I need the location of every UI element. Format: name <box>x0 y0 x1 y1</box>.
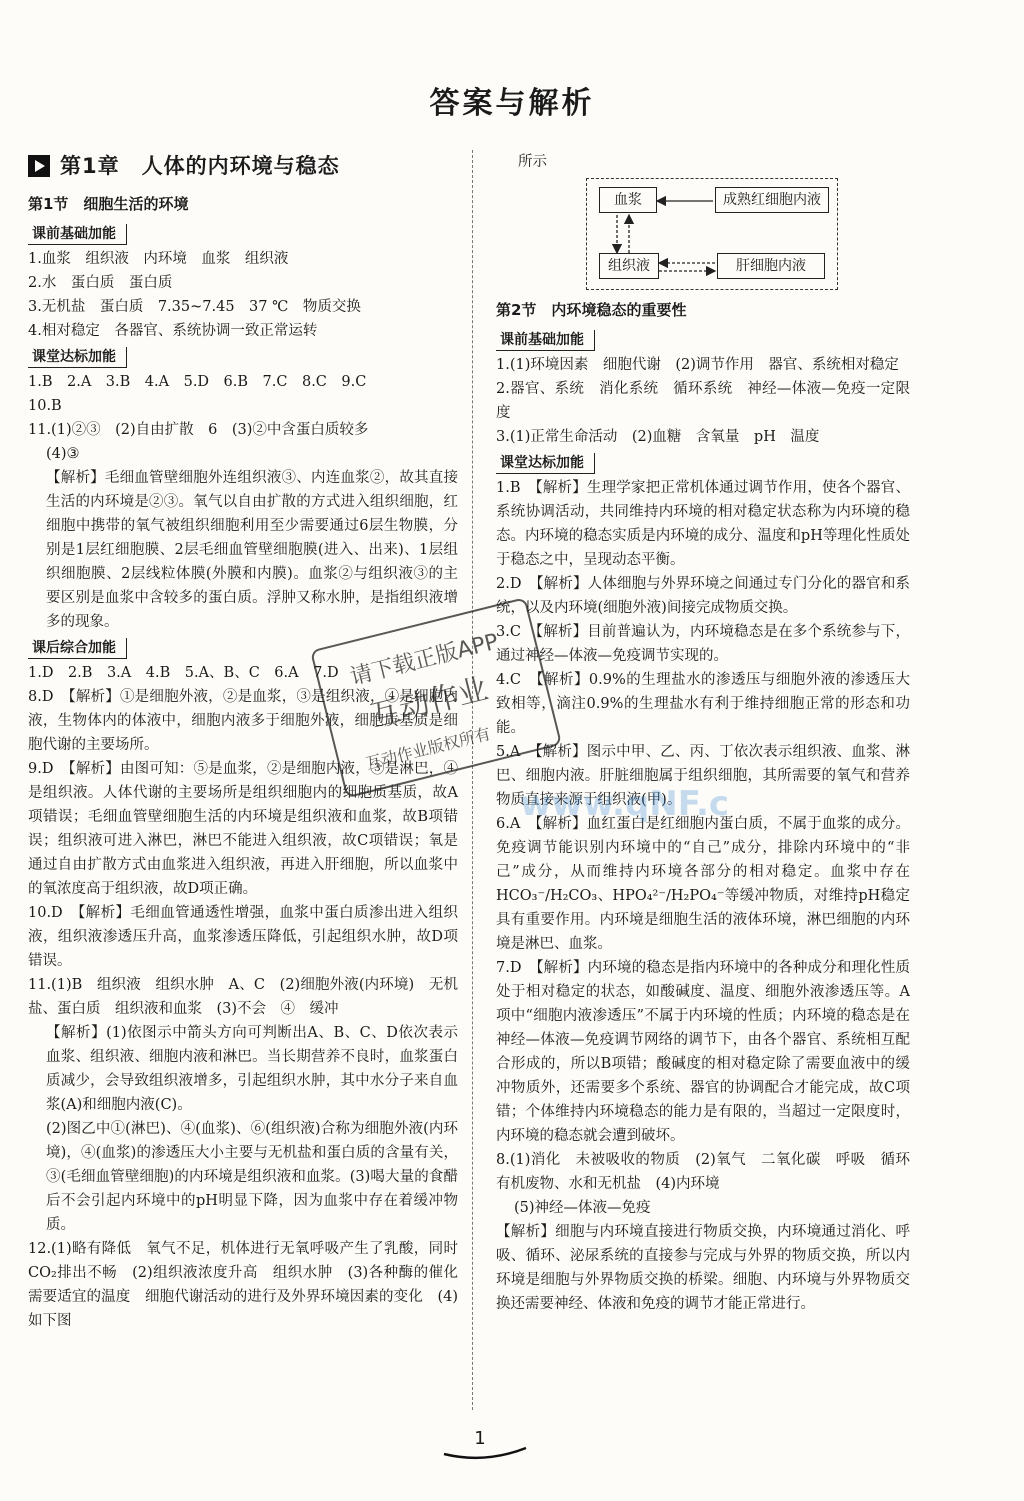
explanation: 【解析】毛细血管壁细胞外连组织液③、内连血浆②，故其直接生活的内环境是②③。氧气以自由扩散的方式进入组织细胞，红细胞中携带的氧气被组织细胞利用至少需要通过6层生物膜，分别是1层红细胞膜、2层毛细血管壁细胞膜(进入、出来)、1层组织细胞膜、2层线粒体膜(外膜和内膜)。血浆②与组织液③的主要区别是血浆中含较多的蛋白质。浮肿又称水肿，是指组织液增多的现象。 <box>46 470 458 630</box>
stamp-line-3: 互动作业版权所有 <box>363 723 493 774</box>
answer-line: 3.C 【解析】目前普遍认为，内环境稳态是在多个系统参与下，通过神经—体液—免疫调节实现的。 <box>496 624 910 664</box>
answer-line: 10.D 【解析】毛细血管通透性增强，血浆中蛋白质渗出进入组织液，组织液渗透压升高，血浆渗透压降低，引起组织水肿，故D项错误。 <box>28 905 458 969</box>
watermark-stamp <box>310 585 730 839</box>
section-title-1: 第1节 细胞生活的环境 <box>28 195 189 213</box>
answer-line: (5)神经—体液—免疫 <box>514 1200 651 1216</box>
chapter-heading <box>28 154 458 178</box>
tag-in-class-2: 课堂达标加能 <box>496 453 595 474</box>
answer-line: 3.无机盐 蛋白质 7.35~7.45 37 ℃ 物质交换 <box>28 299 361 315</box>
answer-line: 6.A 【解析】血红蛋白是红细胞内蛋白质，不属于血浆的成分。免疫调节能识别内环境中的“自己”成分，排除内环境中的“非己”成分，从而维持内环境各部分的相对稳定。血浆中存在HCO₃⁻/H₂CO₃、HPO₄²⁻/H₂PO₄⁻等缓冲物质，对维持pH稳定具有重要作用。内环境是细胞生活的液体环境，淋巴细胞的内环境是淋巴、血浆。 <box>496 816 910 952</box>
answer-line: (4)③ <box>46 446 80 462</box>
answer-line: 1.(1)环境因素 细胞代谢 (2)调节作用 器官、系统相对稳定 <box>496 357 899 373</box>
box-liver-fluid: 肝细胞内液 <box>717 253 825 279</box>
answer-line: 2.水 蛋白质 蛋白质 <box>28 275 173 291</box>
page-title: 答案与解析 <box>429 86 595 121</box>
answer-line: 11.(1)②③ (2)自由扩散 6 (3)②中含蛋白质较多 <box>28 422 369 438</box>
answer-line: 1.血浆 组织液 内环境 血浆 组织液 <box>28 251 289 267</box>
explanation: 【解析】(1)依图示中箭头方向可判断出A、B、C、D依次表示血浆、组织液、细胞内液和淋巴。当长期营养不良时，血浆蛋白质减少，会导致组织液增多，引起组织水肿，其中水分子来自血浆(A)和细胞内液(C)。 <box>46 1025 458 1113</box>
answer-line: 12.(1)略有降低 氧气不足，机体进行无氧呼吸产生了乳酸，同时CO₂排出不畅 (2)组织液浓度升高 组织水肿 (3)各种酶的催化需要适宜的温度 细胞代谢活动的进行及外界环境因素的变化 (4)如下图 <box>28 1241 458 1329</box>
answer-line: 11.(1)B 组织液 组织水肿 A、C (2)细胞外液(内环境) 无机盐、蛋白质 组织液和血浆 (3)不会 ④ 缓冲 <box>28 977 458 1017</box>
play-icon <box>28 155 50 177</box>
tag-in-class: 课堂达标加能 <box>28 347 127 368</box>
continuation-text: 所示 <box>518 154 547 170</box>
tag-pre-class: 课前基础加能 <box>28 224 127 245</box>
answer-line: 3.(1)正常生命活动 (2)血糖 含氧量 pH 温度 <box>496 429 820 445</box>
stamp-line-1: 请下载正版APP <box>347 629 501 691</box>
answer-line: 10.B <box>28 398 62 414</box>
box-plasma: 血浆 <box>599 187 657 213</box>
fluid-diagram <box>586 178 838 290</box>
explanation: 【解析】细胞与内环境直接进行物质交换，内环境通过消化、呼吸、循环、泌尿系统的直接参与完成与外界的物质交换，所以内环境是细胞与外界物质交换的桥梁。细胞、内环境与外界物质交换还需要神经、体液和免疫的调节才能正常进行。 <box>496 1224 910 1312</box>
watermark-url: www.qNF.c <box>520 784 730 824</box>
stamp-line-2: 互动作业 <box>366 671 492 735</box>
answer-line: 7.D 【解析】内环境的稳态是指内环境中的各种成分和理化性质处于相对稳定的状态，如酸碱度、温度、细胞外液渗透压等。A项中“细胞内液渗透压”不属于内环境的性质；内环境的稳态是在神经—体液—免疫调节网络的调节下，由各个器官、系统相互配合形成的，所以B项错；酸碱度的相对稳定除了需要血液中的缓冲物质外，还需要多个系统、器官的协调配合才能完成，故C项错；个体维持内环境稳态的能力是有限的，当超过一定限度时，内环境的稳态就会遭到破坏。 <box>496 960 910 1144</box>
tag-pre-class-2: 课前基础加能 <box>496 330 595 351</box>
answer-line: 4.C 【解析】0.9%的生理盐水的渗透压与细胞外液的渗透压大致相等，滴注0.9%的生理盐水有利于维持细胞正常的形态和功能。 <box>496 672 910 736</box>
explanation: (2)图乙中①(淋巴)、④(血浆)、⑥(组织液)合称为细胞外液(内环境)，④(血浆)的渗透压大小主要与无机盐和蛋白质的含量有关，③(毛细血管壁细胞)的内环境是组织液和血浆。(3)喝大量的食醋后不会引起内环境中的pH明显下降，因为血浆中存在着缓冲物质。 <box>46 1121 458 1233</box>
answer-line: 2.D 【解析】人体细胞与外界环境之间通过专门分化的器官和系统，以及内环境(细胞外液)间接完成物质交换。 <box>496 576 910 616</box>
tag-after-class: 课后综合加能 <box>28 638 127 659</box>
section-title-2: 第2节 内环境稳态的重要性 <box>496 301 687 319</box>
answer-line: 4.相对稳定 各器官、系统协调一致正常运转 <box>28 323 318 339</box>
watermark-graphic <box>310 585 730 835</box>
answer-line: 9.D 【解析】由图可知：⑤是血浆，②是细胞内液，③是淋巴，④是组织液。人体代谢的主要场所是组织细胞内的细胞质基质，故A项错误；毛细血管壁细胞生活的内环境是组织液和血浆，故B项错误；组织液可进入淋巴，淋巴不能进入组织液，故C项错误；氧是通过自由扩散方式由血浆进入组织液，再进入肝细胞，所以血浆中的氧浓度高于组织液，故D项正确。 <box>28 761 458 897</box>
answer-line: 1.B 【解析】生理学家把正常机体通过调节作用，使各个器官、系统协调活动，共同维持内环境的相对稳定状态称为内环境的稳态。内环境的稳态实质是内环境的成分、温度和pH等理化性质处于稳态之中，呈现动态平衡。 <box>496 480 910 568</box>
answer-line: 5.A 【解析】图示中甲、乙、丙、丁依次表示组织液、血浆、淋巴、细胞内液。肝脏细胞属于组织细胞，其所需要的氧气和营养物质直接来源于组织液(甲)。 <box>496 744 910 808</box>
page-number: 1 <box>474 1428 486 1449</box>
answer-line: 8.(1)消化 未被吸收的物质 (2)氧气 二氧化碳 呼吸 循环 有机废物、水和无机盐 (4)内环境 <box>496 1152 925 1192</box>
answer-line: 2.器官、系统 消化系统 循环系统 神经—体液—免疫一定限度 <box>496 381 910 421</box>
box-tissue-fluid: 组织液 <box>599 253 659 279</box>
answer-line: 8.D 【解析】①是细胞外液，②是血浆，③是组织液，④是细胞内液，生物体内的体液中，细胞内液多于细胞外液，细胞质基质是细胞代谢的主要场所。 <box>28 689 458 753</box>
chapter-title: 第1章 人体的内环境与稳态 <box>60 154 340 178</box>
answer-line: 1.D 2.B 3.A 4.B 5.A、B、C 6.A 7.D <box>28 665 339 681</box>
answer-line: 1.B 2.A 3.B 4.A 5.D 6.B 7.C 8.C 9.C <box>28 374 367 390</box>
box-rbc-fluid: 成熟红细胞内液 <box>715 187 829 213</box>
